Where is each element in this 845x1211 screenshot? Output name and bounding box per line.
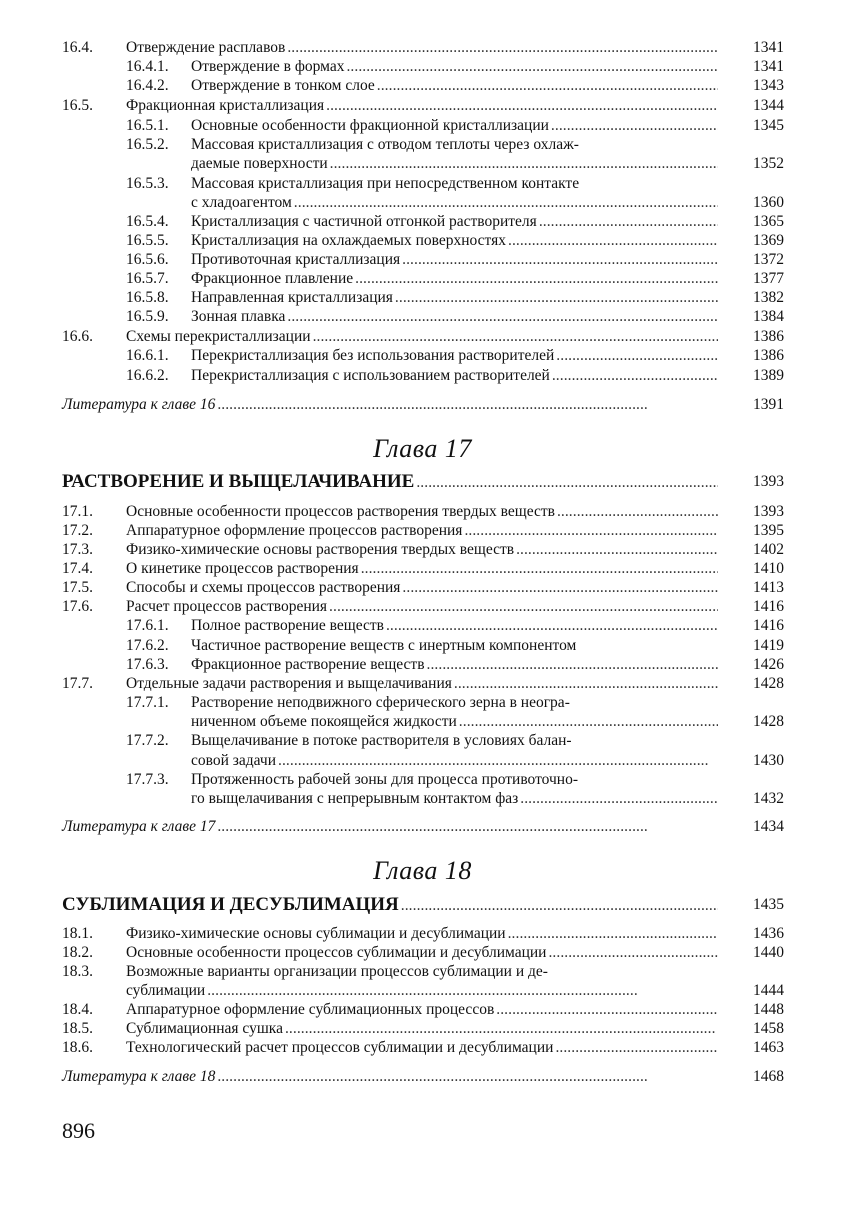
toc-entry (62, 38, 784, 58)
section-title: Основные особенности процессов растворения твердых веществ (126, 503, 555, 520)
section-number: 17.4. (62, 560, 93, 577)
section-title-line2: с хладоагентом (191, 194, 292, 211)
page-ref: 1435 (753, 896, 784, 913)
section-number: 18.4. (62, 1001, 93, 1018)
toc-entry (62, 366, 784, 386)
section-title-line2: даемые поверхности (191, 155, 328, 172)
page-ref: 1386 (753, 347, 784, 364)
page-ref: 1448 (753, 1001, 784, 1018)
toc-entry (62, 116, 784, 136)
section-number: 16.5.9. (126, 308, 169, 325)
section-title: Отверждение в формах (191, 58, 345, 75)
toc-entry (62, 250, 784, 270)
section-title: Отверждение в тонком слое (191, 77, 375, 94)
section-title: Физико-химические основы растворения твердых веществ (126, 541, 515, 558)
section-title-line1: Выщелачивание в потоке растворителя в условиях балан- (191, 732, 572, 749)
section-title: Фракционное растворение веществ (191, 656, 425, 673)
section-number: 16.5.3. (126, 175, 169, 192)
section-number: 18.2. (62, 944, 93, 961)
toc-entry (62, 943, 784, 963)
page-ref: 1377 (753, 270, 784, 287)
toc-entry (62, 770, 784, 790)
section-number: 16.6.1. (126, 347, 169, 364)
page-ref: 1360 (753, 194, 784, 211)
page-ref: 1343 (753, 77, 784, 94)
toc-references (62, 1067, 784, 1087)
chapter-title-row (62, 893, 784, 917)
section-title: Физико-химические основы сублимации и десублимации (126, 925, 506, 942)
page-ref: 1468 (753, 1068, 784, 1085)
toc-entry (62, 1019, 784, 1039)
references-title: Литература к главе 18 (62, 1068, 216, 1085)
references-title: Литература к главе 17 (62, 818, 216, 835)
toc-entry (62, 269, 784, 289)
section-title: Сублимационная сушка (126, 1020, 283, 1037)
section-title: Отдельные задачи растворения и выщелачивания (126, 675, 452, 692)
section-number: 18.5. (62, 1020, 93, 1037)
section-title: Перекристаллизация без использования растворителей (191, 347, 555, 364)
page-ref: 1382 (753, 289, 784, 306)
section-title: Расчет процессов растворения (126, 598, 328, 615)
section-number: 17.2. (62, 522, 93, 539)
page-ref: 1428 (753, 675, 784, 692)
section-number: 16.5.5. (126, 232, 169, 249)
page-ref: 1432 (753, 790, 784, 807)
toc-entry (62, 731, 784, 751)
section-title: Кристаллизация с частичной отгонкой растворителя (191, 213, 537, 230)
section-title: Схемы перекристаллизации (126, 328, 311, 345)
toc-entry (62, 327, 784, 347)
toc-entry (62, 502, 784, 522)
section-title: Фракционное плавление (191, 270, 354, 287)
section-title-line1: Возможные варианты организации процессов сублимации и де- (126, 963, 548, 980)
toc-entry-cont (62, 193, 784, 213)
chapter-label: Глава 18 (373, 856, 472, 885)
page-ref: 1440 (753, 944, 784, 961)
toc-entry (62, 693, 784, 713)
section-title: Основные особенности фракционной кристаллизации (191, 117, 549, 134)
section-number: 17.5. (62, 579, 93, 596)
section-number: 16.5.1. (126, 117, 169, 134)
section-title-line2: совой задачи (191, 752, 277, 769)
section-number: 16.5.6. (126, 251, 169, 268)
toc-entry-cont (62, 712, 784, 732)
section-number: 17.6. (62, 598, 93, 615)
page-ref: 1393 (753, 473, 784, 490)
section-title: Направленная кристаллизация (191, 289, 393, 306)
toc-entry (62, 636, 784, 656)
section-title-line1: Растворение неподвижного сферического зерна в неогра- (191, 694, 570, 711)
section-number: 18.3. (62, 963, 93, 980)
section-number: 18.6. (62, 1039, 93, 1056)
page-ref: 1430 (753, 752, 784, 769)
toc-entry (62, 288, 784, 308)
page-ref: 1413 (753, 579, 784, 596)
toc-references (62, 395, 784, 415)
section-number: 16.5. (62, 97, 93, 114)
page-ref: 1428 (753, 713, 784, 730)
section-title-line1: Протяженность рабочей зоны для процесса противоточно- (191, 771, 578, 788)
page-ref: 1444 (753, 982, 784, 999)
toc-entry (62, 346, 784, 366)
page-ref: 1389 (753, 367, 784, 384)
page-ref: 1416 (753, 617, 784, 634)
section-title: Аппаратурное оформление сублимационных процессов (126, 1001, 495, 1018)
toc-entry (62, 96, 784, 116)
toc-entry (62, 559, 784, 579)
page-ref: 1463 (753, 1039, 784, 1056)
page-ref: 1416 (753, 598, 784, 615)
section-title: Основные особенности процессов сублимации и десублимации (126, 944, 547, 961)
page-ref: 1369 (753, 232, 784, 249)
section-title: Перекристаллизация с использованием растворителей (191, 367, 550, 384)
section-title-line2: ниченном объеме покоящейся жидкости (191, 713, 457, 730)
page-ref: 1436 (753, 925, 784, 942)
toc-entry (62, 135, 784, 155)
page-ref: 1341 (753, 39, 784, 56)
page-number: 896 (62, 1118, 95, 1143)
section-title: Фракционная кристаллизация (126, 97, 325, 114)
page-ref: 1384 (753, 308, 784, 325)
chapter-title-row (62, 470, 784, 494)
toc-entry (62, 655, 784, 675)
toc-entry-cont (62, 751, 784, 771)
page-ref: 1345 (753, 117, 784, 134)
toc-entry (62, 962, 784, 982)
references-title: Литература к главе 16 (62, 396, 216, 413)
section-title: О кинетике процессов растворения (126, 560, 359, 577)
section-title-line1: Массовая кристаллизация при непосредственном контакте (191, 175, 580, 192)
toc-entry (62, 76, 784, 96)
toc-entry (62, 1038, 784, 1058)
section-number: 16.4. (62, 39, 93, 56)
page-ref: 1365 (753, 213, 784, 230)
section-title-line2: го выщелачивания с непрерывным контактом фаз (191, 790, 519, 807)
section-number: 17.1. (62, 503, 93, 520)
toc-entry (62, 57, 784, 77)
page-ref: 1344 (753, 97, 784, 114)
page-ref: 1426 (753, 656, 784, 673)
section-number: 16.5.7. (126, 270, 169, 287)
toc-entry (62, 578, 784, 598)
page-ref: 1458 (753, 1020, 784, 1037)
page-ref: 1434 (753, 818, 784, 835)
toc-entry (62, 674, 784, 694)
chapter-title: СУБЛИМАЦИЯ И ДЕСУБЛИМАЦИЯ (62, 894, 399, 915)
section-number: 16.4.2. (126, 77, 169, 94)
page-ref: 1393 (753, 503, 784, 520)
section-title: Способы и схемы процессов растворения (126, 579, 401, 596)
page-ref: 1419 (753, 637, 784, 654)
section-number: 17.7.3. (126, 771, 169, 788)
section-number: 17.7.1. (126, 694, 169, 711)
toc-entry (62, 924, 784, 944)
toc-entry (62, 597, 784, 617)
section-number: 16.5.2. (126, 136, 169, 153)
toc-entry (62, 1000, 784, 1020)
page-ref: 1391 (753, 396, 784, 413)
section-number: 16.4.1. (126, 58, 169, 75)
toc-entry (62, 616, 784, 636)
toc-entry (62, 231, 784, 251)
page-ref: 1352 (753, 155, 784, 172)
chapter-label: Глава 17 (373, 434, 472, 463)
section-number: 16.5.8. (126, 289, 169, 306)
toc-references (62, 817, 784, 837)
section-number: 16.6.2. (126, 367, 169, 384)
chapter-title: РАСТВОРЕНИЕ И ВЫЩЕЛАЧИВАНИЕ (62, 471, 415, 492)
section-number: 16.6. (62, 328, 93, 345)
section-title: Аппаратурное оформление процессов растворения (126, 522, 463, 539)
toc-entry-cont (62, 789, 784, 809)
page-ref: 1410 (753, 560, 784, 577)
toc-entry-cont (62, 154, 784, 174)
section-title: Полное растворение веществ (191, 617, 384, 634)
page-ref: 1372 (753, 251, 784, 268)
toc-entry-cont (62, 981, 784, 1001)
section-title: Зонная плавка (191, 308, 286, 325)
toc-entry (62, 307, 784, 327)
toc-entry (62, 212, 784, 232)
section-number: 17.6.2. (126, 637, 169, 654)
section-number: 17.3. (62, 541, 93, 558)
section-title: Противоточная кристаллизация (191, 251, 401, 268)
toc-entry (62, 540, 784, 560)
section-number: 17.7.2. (126, 732, 169, 749)
toc-entry (62, 174, 784, 194)
page-ref: 1395 (753, 522, 784, 539)
section-title-line2: сублимации (126, 982, 206, 999)
page-ref: 1402 (753, 541, 784, 558)
section-title: Кристаллизация на охлаждаемых поверхностях (191, 232, 506, 249)
section-number: 17.6.1. (126, 617, 169, 634)
section-number: 16.5.4. (126, 213, 169, 230)
page-ref: 1386 (753, 328, 784, 345)
section-title-line1: Массовая кристаллизация с отводом теплоты через охлаж- (191, 136, 579, 153)
section-title: Отверждение расплавов (126, 39, 286, 56)
page-ref: 1341 (753, 58, 784, 75)
section-number: 17.6.3. (126, 656, 169, 673)
section-title: Частичное растворение веществ с инертным компонентом (191, 637, 577, 654)
section-number: 18.1. (62, 925, 93, 942)
toc-entry (62, 521, 784, 541)
section-title: Технологический расчет процессов сублимации и десублимации (126, 1039, 554, 1056)
section-number: 17.7. (62, 675, 93, 692)
